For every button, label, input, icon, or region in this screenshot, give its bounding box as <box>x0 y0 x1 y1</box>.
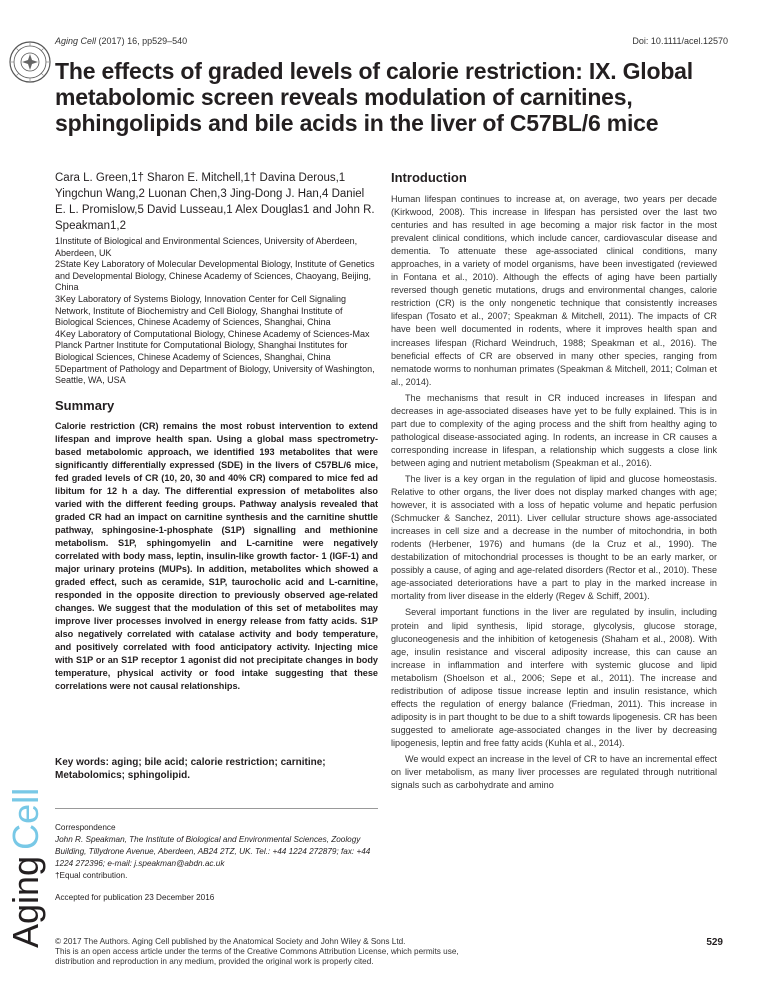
introduction-heading: Introduction <box>391 170 467 185</box>
page-number: 529 <box>706 937 723 948</box>
article-title: The effects of graded levels of calorie restriction: IX. Global metabolomic screen reveals modulation of carnitines, sphingolipids and bile acids in the liver of C57BL/6 mice <box>55 58 693 136</box>
paragraph: The liver is a key organ in the regulation of lipid and glucose homeostasis. Relative to other organs, the liver does not display marked changes with age; however, it is associated with a loss of hepatic volume and hepatic perfusion (Schmucker & Sanchez, 2011). Liver cellular structure shows age-associated increases in cell size and a decrease in the number of mitochondria, in both rodents (Herbener, 1976) and humans (de la Cruz et al., 1990). The destabilization of mitochondrial processes is thought to be an early marker, or possibly a cause, of aging and age-related disorders (Rector et al., 2010). These age-associated deteriorations have a part to play in the marked increase in mortality from liver disease in the elderly (Regev & Schiff, 2001). <box>391 473 717 602</box>
license-line: This is an open access article under the terms of the Creative Commons Attribution License, which permits use, <box>55 947 459 956</box>
paragraph: Human lifespan continues to increase at, on average, two years per decade (Kirkwood, 2008). This increase in lifespan has persisted over the last two centuries and has resulted in age becoming a major risk factor in the most prevalent clinical conditions, which include cancer, cardiovascular disease and dementia. To attenuate these age-associated clinical conditions, many approaches, in a variety of model organisms, have been investigated (reviewed in Fontana et al., 2010). Although the effects of aging have been partially reversed though genetic mutations, drugs and environmental changes, calorie restriction (CR) is the only nongenetic technique that consistently increases lifespan (Tosato et al., 2007; Speakman & Mitchell, 2011). The impacts of CR have been well documented in rodents, where it improves health span and increases lifespan (Richard Weindruch, 1988; Speakman et al., 2016). The beneficial effects of CR are observed in many other species, ranging from nematode worms to nonhuman primates (Speakman & Mitchell, 2011; Colman et al., 2014). <box>391 194 717 387</box>
correspondence-block <box>55 822 378 882</box>
correspondence-heading: Correspondence <box>55 823 116 832</box>
citation-details: (2017) 16, pp529–540 <box>98 36 188 46</box>
introduction-body <box>391 193 717 792</box>
doi: Doi: 10.1111/acel.12570 <box>632 36 728 46</box>
paragraph: We would expect an increase in the level of CR to have an incremental effect on liver metabolism, as many liver processes are regulated through nutritional signals such as carbohydrate and amino <box>391 753 717 791</box>
society-seal-icon <box>8 40 52 84</box>
equal-contribution-note: †Equal contribution. <box>55 871 128 880</box>
brand-word-aging: AgingCell <box>5 787 46 948</box>
author-list: Cara L. Green,1† Sharon E. Mitchell,1† Davina Derous,1 Yingchun Wang,2 Luonan Chen,3 Jing-Dong J. Han,4 Daniel E. L. Promislow,5 David Lusseau,1 Alex Douglas1 and John R. Speakman1,2 <box>55 172 375 232</box>
correspondence-text: John R. Speakman, The Institute of Biological and Environmental Sciences, Zoology Building, Tillydrone Avenue, Aberdeen, AB24 2TZ, UK. Tel.: +44 1224 272879; fax: +44 1224 272396; e-mail: j.speakman@abdn.ac.uk <box>55 835 371 868</box>
accepted-date: Accepted for publication 23 December 2016 <box>55 893 215 902</box>
affiliation: 1Institute of Biological and Environmental Sciences, University of Aberdeen, Aberdeen, UK <box>55 236 358 258</box>
affiliation: 3Key Laboratory of Systems Biology, Innovation Center for Cell Signaling Network, Institute of Biochemistry and Cell Biology, Shanghai Institute of Biological Sciences, Chinese Academy of Sciences, Shanghai, China <box>55 293 346 328</box>
journal-citation <box>55 36 187 46</box>
copyright-line: © 2017 The Authors. Aging Cell published by the Anatomical Society and John Wiley & Sons Ltd. <box>55 937 406 946</box>
summary-heading: Summary <box>55 398 115 413</box>
divider <box>55 808 378 809</box>
affiliations <box>55 236 375 387</box>
summary-text: Calorie restriction (CR) remains the most robust intervention to extend lifespan and improve health span. Using a global mass spectrometry-based metabolomic approach, we identified 193 metabolites that were significantly differentially expressed (SDE) in the livers of C57BL/6 mice, fed graded levels of CR (10, 20, 30 and 40% CR) compared to mice fed ad libitum for 12 h a day. The differential expression of metabolites also varied with the different feeding groups. Pathway analysis revealed that graded CR had an impact on carnitine synthesis and the carnitine shuttle pathway, sphingosine-1-phosphate (S1P) signalling and methionine metabolism. S1P, sphingomyelin and L-carnitine were negatively correlated with body mass, leptin, insulin-like growth factor- 1 (IGF-1) and major urinary proteins (MUPs). In addition, metabolites which showed a graded effect, such as ceramide, S1P, taurocholic acid and L-carnitine, responded in the opposite direction to previously observed age-related changes. We suggest that the modulation of this set of metabolites may improve liver processes involved in energy release from fatty acids. S1P also negatively correlated with catalase activity and body temperature, and positively correlated with food anticipatory activity. Injecting mice with S1P or an S1P receptor 1 agonist did not precipitate changes in body temperature, physical activity or food intake suggesting that these correlations were not causal relationships. <box>55 421 378 691</box>
paragraph: Several important functions in the liver are regulated by insulin, including protein and lipid synthesis, lipid storage, glycolysis, glucose storage, gluconeogenesis and the inhibition of ketogenesis (Shaham et al., 2008). With age, insulin resistance and visceral adiposity increase, this can cause an increase in inflammation and interfere with systemic glucose and lipid metabolism (Shoelson et al., 2006; Sepe et al., 2011). The increase and redistribution of adipose tissue increase leptin and insulin resistance, which effects the regulation of energy balance (Friedman, 2011). This increase in adiposity is in part thought to be due to a shift towards lipogenesis. CR has been suggested to ameliorate age-associated changes in the liver by decreasing lipogenesis, leptin and free fatty acids (Kuhla et al., 2014). <box>391 607 717 748</box>
affiliation: 2State Key Laboratory of Molecular Developmental Biology, Institute of Genetics and Developmental Biology, Chinese Academy of Sciences, Chaoyang, Beijing, China <box>55 259 375 293</box>
license-footer <box>55 937 555 967</box>
affiliation: 4Key Laboratory of Computational Biology, Chinese Academy of Sciences-Max Planck Partner Institute for Computational Biology, Shanghai Institutes for Biological Sciences, Chinese Academy of Sciences, Shanghai, China <box>55 328 370 362</box>
keywords: Key words: aging; bile acid; calorie restriction; carnitine; Metabolomics; sphingolipid. <box>55 757 326 781</box>
paragraph: The mechanisms that result in CR induced increases in lifespan and decreases in age-associated diseases have yet to be fully explained. This is in part due to complexity of the aging process and the shift from healthy aging to pathological disease-associated aging. In rodents, an increase in CR causes a corresponding increase in lifespan, a relationship which suggests a close link between aging and nutrient metabolism (Speakman et al., 2016). <box>391 392 717 468</box>
affiliation: 5Department of Pathology and Department of Biology, University of Washington, Seattle, WA, USA <box>55 363 375 386</box>
journal-name: Aging Cell <box>55 36 97 46</box>
license-line: distribution and reproduction in any medium, provided the original work is properly cited. <box>55 957 374 966</box>
journal-brand-logo <box>0 780 50 950</box>
